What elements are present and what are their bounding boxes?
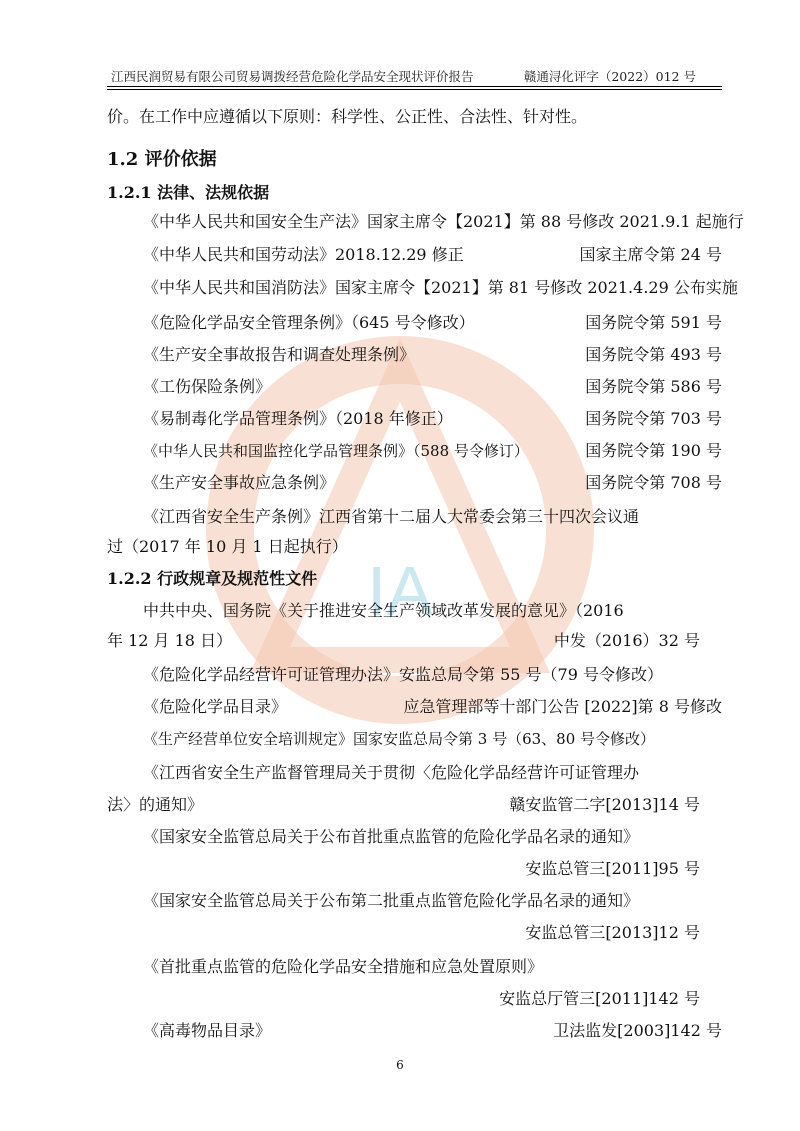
regulation-item-continued: 法〉的通知》 xyxy=(107,795,204,814)
regulation-item: 《首批重点监管的危险化学品安全措施和应急处置原则》 xyxy=(143,957,544,976)
regulation-item: 《江西省安全生产监督管理局关于贯彻〈危险化学品经营许可证管理办 xyxy=(143,763,640,782)
law-ref: 国务院令第 493 号 xyxy=(585,345,722,364)
law-item: 《易制毒化学品管理条例》（2018 年修正） xyxy=(143,409,453,428)
regulation-ref: 卫法监发[2003]142 号 xyxy=(553,1021,722,1040)
watermark-letters: IA xyxy=(366,552,434,630)
subsection-heading-regulations: 1.2.2 行政规章及规范性文件 xyxy=(107,569,318,588)
regulation-item: 《国家安全监管总局关于公布首批重点监管的危险化学品名录的通知》 xyxy=(143,827,640,846)
law-ref: 国务院令第 586 号 xyxy=(585,377,722,396)
law-item: 《危险化学品安全管理条例》（645 号令修改） xyxy=(143,313,475,332)
law-item: 《工伤保险条例》 xyxy=(143,377,272,396)
law-ref: 国务院令第 708 号 xyxy=(585,473,722,492)
law-item: 《生产安全事故应急条例》 xyxy=(143,473,336,492)
law-item: 《中华人民共和国消防法》国家主席令【2021】第 81 号修改 2021.4.29 公布实施 xyxy=(143,278,738,297)
law-item: 《中华人民共和国安全生产法》国家主席令【2021】第 88 号修改 2021.9.1 起施行 xyxy=(143,212,744,231)
law-ref: 国务院令第 190 号 xyxy=(585,441,722,460)
law-ref: 国务院令第 703 号 xyxy=(585,409,722,428)
regulation-ref: 安监总管三[2011]95 号 xyxy=(525,859,700,878)
regulation-ref: 赣安监管二字[2013]14 号 xyxy=(509,795,700,814)
regulation-item: 《危险化学品经营许可证管理办法》安监总局令第 55 号（79 号令修改） xyxy=(143,665,663,684)
regulation-ref: 安监总管三[2013]12 号 xyxy=(525,923,700,942)
regulation-item: 《生产经营单位安全培训规定》国家安监总局令第 3 号（63、80 号令修改） xyxy=(143,730,656,748)
regulation-item: 《高毒物品目录》 xyxy=(143,1021,272,1040)
regulation-item: 《国家安全监管总局关于公布第二批重点监管危险化学品名录的通知》 xyxy=(143,891,640,910)
law-item-continued: 过（2017 年 10 月 1 日起执行） xyxy=(107,537,348,556)
law-item: 《生产安全事故报告和调查处理条例》 xyxy=(143,345,416,364)
regulation-item: 中共中央、国务院《关于推进安全生产领域改革发展的意见》（2016 xyxy=(143,601,624,620)
subsection-heading-laws: 1.2.1 法律、法规依据 xyxy=(107,183,270,202)
law-ref: 国家主席令第 24 号 xyxy=(579,245,722,264)
section-heading: 1.2 评价依据 xyxy=(107,149,217,170)
page-header xyxy=(107,64,722,87)
header-divider xyxy=(107,89,722,90)
regulation-ref: 中发（2016）32 号 xyxy=(553,631,700,650)
regulation-ref: 应急管理部等十部门公告 [2022]第 8 号修改 xyxy=(403,697,722,716)
regulation-ref: 安监总厅管三[2011]142 号 xyxy=(499,989,700,1008)
header-report-number: 赣通浔化评字（2022）012 号 xyxy=(523,69,696,84)
regulation-item-continued: 年 12 月 18 日） xyxy=(107,631,233,650)
page-number: 6 xyxy=(396,1058,404,1072)
law-item: 《江西省安全生产条例》江西省第十二届人大常委会第三十四次会议通 xyxy=(143,507,640,526)
law-item: 《中华人民共和国劳动法》2018.12.29 修正 xyxy=(143,245,464,264)
law-ref: 国务院令第 591 号 xyxy=(585,313,722,332)
header-report-title: 江西民润贸易有限公司贸易调拨经营危险化学品安全现状评价报告 xyxy=(111,69,474,84)
intro-text: 价。在工作中应遵循以下原则：科学性、公正性、合法性、针对性。 xyxy=(107,107,588,126)
law-item: 《中华人民共和国监控化学品管理条例》（588 号令修订） xyxy=(143,442,529,460)
regulation-item: 《危险化学品目录》 xyxy=(143,697,288,716)
